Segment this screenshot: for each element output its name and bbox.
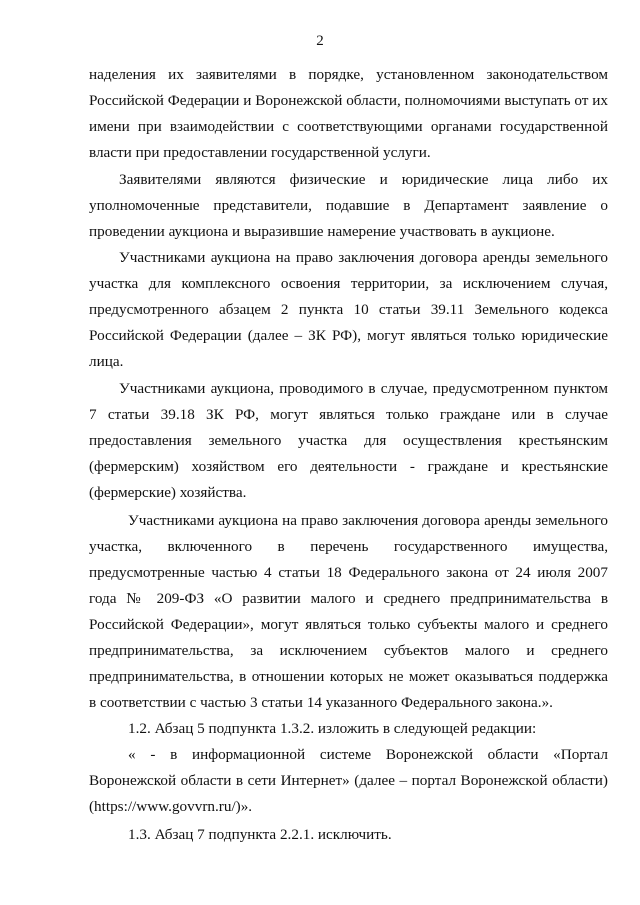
text-line: 1.2. Абзац 5 подпункта 1.3.2. изложить в следующей редакции: — [128, 720, 537, 737]
text-line: проведении аукциона и выразившие намерение участвовать в аукционе. — [89, 223, 555, 240]
text-line: Заявителями являются физические и юридические лица либо их — [119, 171, 608, 188]
text-line: Участниками аукциона, проводимого в случае, предусмотренном пунктом — [119, 380, 608, 397]
text-line: уполномоченные представители, подавшие в Департамент заявление о — [89, 197, 608, 214]
page-number: 2 — [316, 33, 324, 49]
text-line: 7 статьи 39.18 ЗК РФ, могут являться только граждане или в случае — [89, 406, 608, 423]
text-line: предоставления земельного участка для осуществления крестьянским — [89, 432, 608, 449]
text-line: наделения их заявителями в порядке, установленном законодательством — [89, 66, 608, 83]
text-line: Воронежской области в сети Интернет» (далее – портал Воронежской области) — [89, 772, 608, 789]
text-line: предусмотренного абзацем 2 пункта 10 статьи 39.11 Земельного кодекса — [89, 301, 608, 318]
text-line: лица. — [89, 353, 124, 370]
text-line: предпринимательства, в отношении которых не может оказываться поддержка — [89, 668, 608, 685]
text-line: Российской Федерации и Воронежской области, полномочиями выступать от их — [89, 92, 608, 109]
text-line: 1.3. Абзац 7 подпункта 2.2.1. исключить. — [128, 826, 392, 843]
text-line: (фермерским) хозяйством его деятельности - граждане и крестьянские — [89, 458, 608, 475]
text-line: Российской Федерации (далее – ЗК РФ), могут являться только юридические — [89, 327, 608, 344]
text-line: предусмотренные частью 4 статьи 18 Федерального закона от 24 июля 2007 — [89, 564, 608, 581]
text-line: Участниками аукциона на право заключения договора аренды земельного — [128, 512, 608, 529]
text-line: власти при предоставлении государственной услуги. — [89, 144, 431, 161]
text-line: Российской Федерации», могут являться только субъекты малого и среднего — [89, 616, 608, 633]
text-line: года № 209-ФЗ «О развитии малого и среднего предпринимательства в — [89, 590, 608, 607]
text-line: предпринимательства, за исключением субъектов малого и среднего — [89, 642, 608, 659]
text-line: в соответствии с частью 3 статьи 14 указанного Федерального закона.». — [89, 694, 553, 711]
text-line: имени при взаимодействии с соответствующими органами государственной — [89, 118, 608, 135]
text-line: Участниками аукциона на право заключения договора аренды земельного — [119, 249, 608, 266]
text-line: (https://www.govvrn.ru/)». — [89, 798, 253, 815]
text-line: участка для комплексного освоения территории, за исключением случая, — [89, 275, 608, 292]
text-line: (фермерские) хозяйства. — [89, 484, 247, 501]
text-line: « - в информационной системе Воронежской области «Портал — [128, 746, 608, 763]
text-line: участка, включенного в перечень государственного имущества, — [89, 538, 608, 555]
